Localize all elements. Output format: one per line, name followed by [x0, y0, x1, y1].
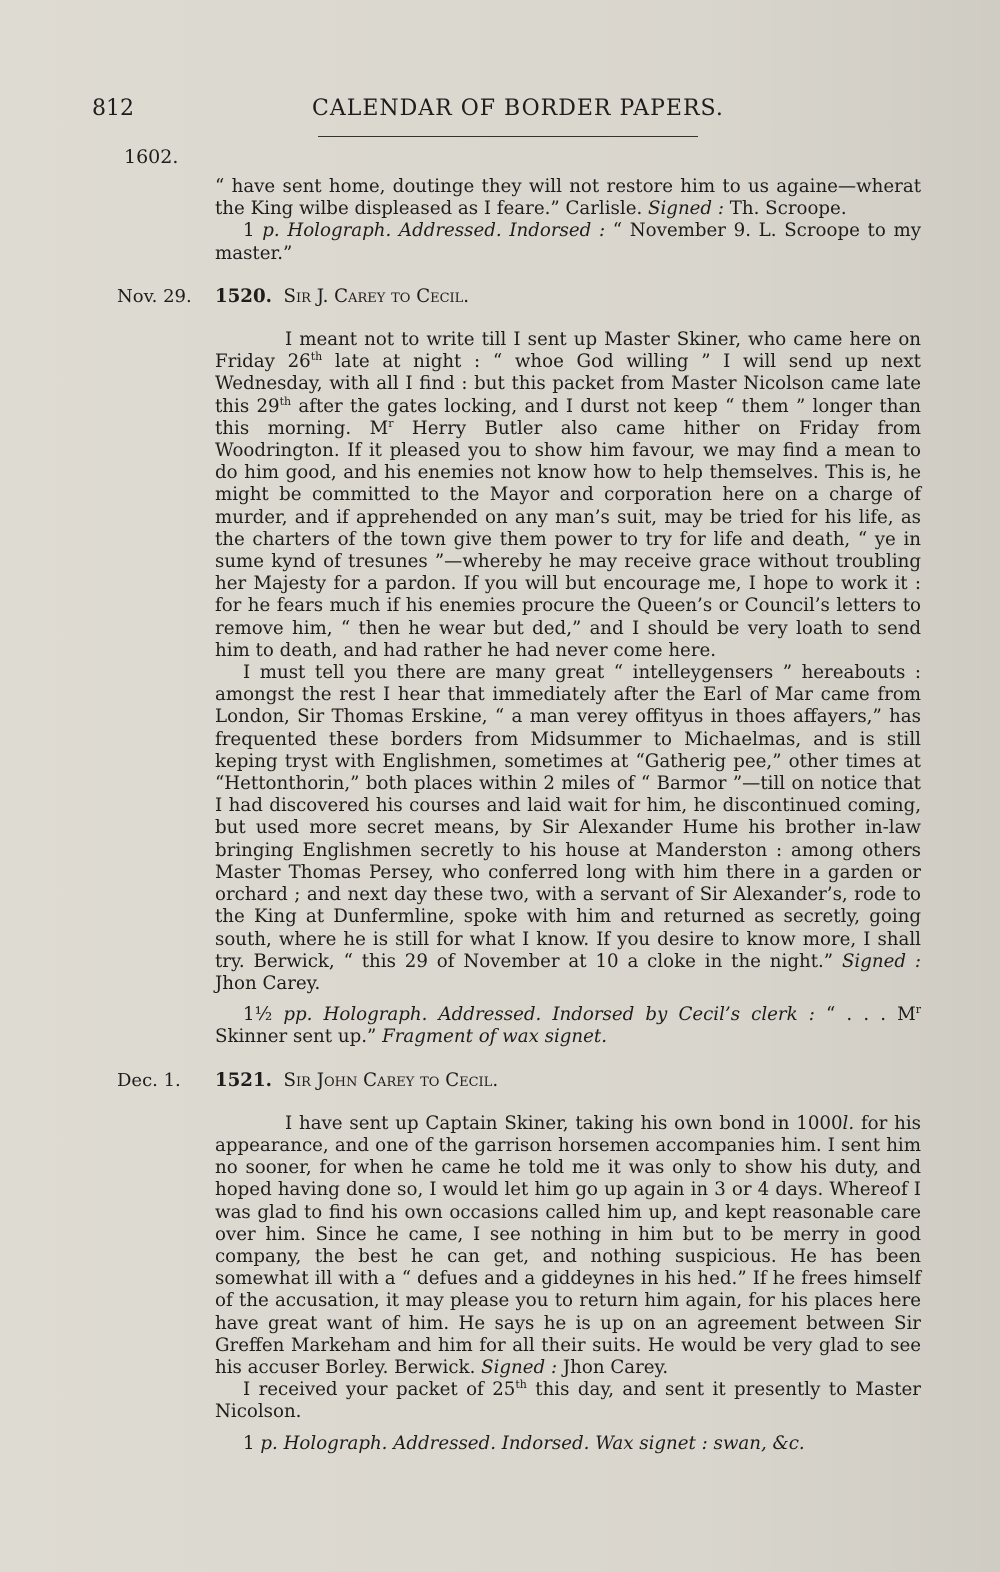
letter-paragraph: I have sent up Captain Skiner, taking his own bond in 1000l. for his appearance, and one of the garrison horsemen accompanies him. I sent him no sooner, for when he came he told me it was only to show his duty, and hoped having done so, I would let him go up again in 3 or 4 days. Whereof I was glad to find his own occasions called him up, and kept reasonable care over him. Since he came, I see nothing in him but to be merry in good company, the best he can get, and nothing suspicious. He has been somewhat ill with a “ defues and a giddeynes in his hed.” If he frees himself of the accusation, it may please you to return him again, for his places here have great want of him. He says he is up on an agreement between Sir Greffen Markeham and him for all their suits. He would be very glad to see his accuser Borley. Berwick. Signed : Jhon Carey.: [215, 1112, 921, 1378]
letter-paragraph: I meant not to write till I sent up Master Skiner, who came here on Friday 26th late at night : “ whoe God willing ” I will send up next Wednesday, with all I find : but this packet from Master Nicolson came late this 29th after the gates locking, and I durst not keep “ them ” longer than this morning. $M^r$ Herry Butler also came hither on Friday from Woodrington. If it pleased you to show him favour, we may find a mean to do him good, and his enemies not know how to help themselves. This is, he might be committed to the Mayor and corporation here on a charge of murder, and if apprehended on any man’s suit, may be tried for his life, as the charters of the town give them power to try for life and death, “ ye in sume kynd of tresunes ”—whereby he may receive grace without troubling her Majesty for a pardon. If you will but encourage me, I hope to work it : for he fears much if his enemies procure the Queen’s or Council’s letters to remove him, “ then he wear but ded,” and I should be very loath to send him to death, and had rather he had never come here.: [215, 329, 921, 661]
entry-number: 1521.: [215, 1069, 272, 1091]
entry-title: Sir John Carey to Cecil.: [283, 1069, 499, 1091]
entry-title: Sir J. Carey to Cecil.: [283, 285, 470, 307]
continued-letter-text: “ have sent home, doutinge they will not restore him to us againe—wherat the King wilbe displeased as I feare.” Carlisle. Signed : Th. Scroope.: [215, 176, 921, 220]
entry-1520-heading: [117, 285, 921, 308]
entry-number: 1520.: [215, 285, 272, 307]
endorsement-note: 1 p. Holograph. Addressed. Indorsed : “ November 9. L. Scroope to my master.”: [215, 220, 921, 264]
letter-paragraph: I must tell you there are many great “ intelleygensers ” hereabouts : amongst the rest I hear that immediately after the Earl of Mar came from London, Sir Thomas Erskine, “ a man verey offityus in thoes affayers,” has frequented these borders from Midsummer to Michaelmas, and is still keping tryst with Englishmen, sometimes at “Gatherig pee,” other times at “Hettonthorin,” both places within 2 miles of “ Barmor ”—till on notice that I had discovered his courses and laid wait for him, he discontinued coming, but used more secret means, by Sir Alexander Hume his brother in-law bringing Englishmen secretly to his house at Manderston : among others Master Thomas Persey, who conferred long with him there in a garden or orchard ; and next day these two, with a servant of Sir Alexander’s, rode to the King at Dunfermline, spoke with him and returned as secretly, going south, where he is still for what I know. If you desire to know more, I shall try. Berwick, “ this 29 of November at 10 a cloke in the night.” Signed : Jhon Carey.: [215, 662, 921, 994]
margin-year: 1602.: [124, 146, 179, 168]
entry-1521-heading: [117, 1069, 921, 1092]
entry-date: Dec. 1.: [117, 1069, 181, 1091]
entry-date: Nov. 29.: [117, 285, 192, 307]
page-header: [0, 92, 1000, 132]
letter-paragraph: I received your packet of 25th this day, and sent it presently to Master Nicolson.: [215, 1378, 921, 1423]
header-rule: [318, 136, 698, 137]
endorsement-note: 1½ pp. Holograph. Addressed. Indorsed by Cecil’s clerk : “ . . . $M^r$ Skinner sent up.” Fragment of wax signet.: [215, 1003, 922, 1048]
document-body: [117, 176, 922, 1455]
endorsement-note: 1 p. Holograph. Addressed. Indorsed. Wax signet : swan, &c.: [243, 1432, 805, 1454]
running-title: CALENDAR OF BORDER PAPERS.: [312, 96, 724, 121]
page-number: 812: [92, 96, 134, 121]
